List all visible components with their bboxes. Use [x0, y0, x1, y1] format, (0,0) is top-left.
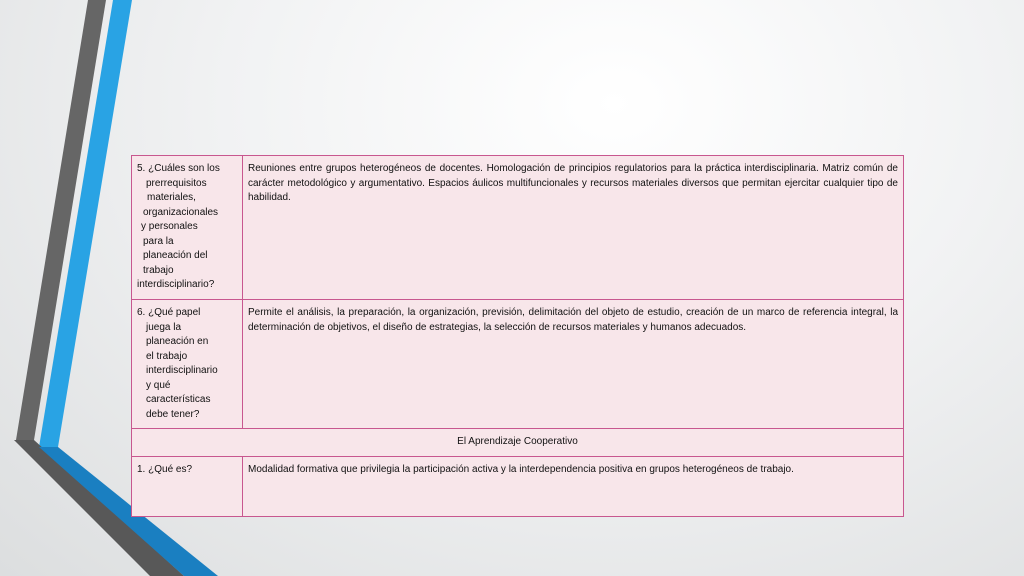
question-line: materiales, [147, 192, 196, 203]
question-line: características [146, 394, 211, 405]
question-line: 6. ¿Qué papel [137, 307, 201, 318]
question-cell: 1. ¿Qué es? [132, 456, 243, 516]
question-cell [132, 156, 243, 300]
table-row [132, 156, 904, 300]
question-line: prerrequisitos [146, 177, 207, 189]
section-title: El Aprendizaje Cooperativo [132, 429, 904, 457]
table-row [132, 456, 904, 516]
question-line: para la [143, 235, 174, 247]
question-cell [132, 300, 243, 429]
question-line: y qué [146, 379, 171, 391]
answer-cell: Modalidad formativa que privilegia la participación activa y la interdependencia positiva en grupos heterogéneos de trabajo. [243, 456, 904, 516]
interdisciplinary-table [131, 155, 904, 517]
question-line: 5. ¿Cuáles son los [137, 163, 220, 174]
question-line: trabajo [143, 264, 174, 276]
question-line: interdisciplinario? [137, 279, 215, 290]
answer-cell: Reuniones entre grupos heterogéneos de docentes. Homologación de principios regulatorios para la práctica interdisciplinaria. Matriz común de carácter metodológico y argumentativo. Espacios áulicos multifuncionales y recursos materiales diversos que permitan ejercitar cualquier tipo de habilidad. [243, 156, 904, 300]
section-header-row [132, 429, 904, 457]
question-line: el trabajo [146, 350, 188, 362]
question-line: organizacionales [143, 206, 219, 218]
question-line: y personales [141, 221, 198, 232]
question-line: juega la [146, 321, 182, 333]
question-line: planeación en [146, 336, 209, 347]
table-row [132, 300, 904, 429]
question-line: planeación del [143, 250, 208, 261]
question-line: debe tener? [146, 408, 200, 420]
answer-cell: Permite el análisis, la preparación, la organización, previsión, delimitación del objeto de estudio, creación de un marco de referencia integral, la determinación de objetivos, el diseño de estrategias, la selección de recursos materiales y humanos adecuados. [243, 300, 904, 429]
question-line: interdisciplinario [146, 365, 218, 376]
